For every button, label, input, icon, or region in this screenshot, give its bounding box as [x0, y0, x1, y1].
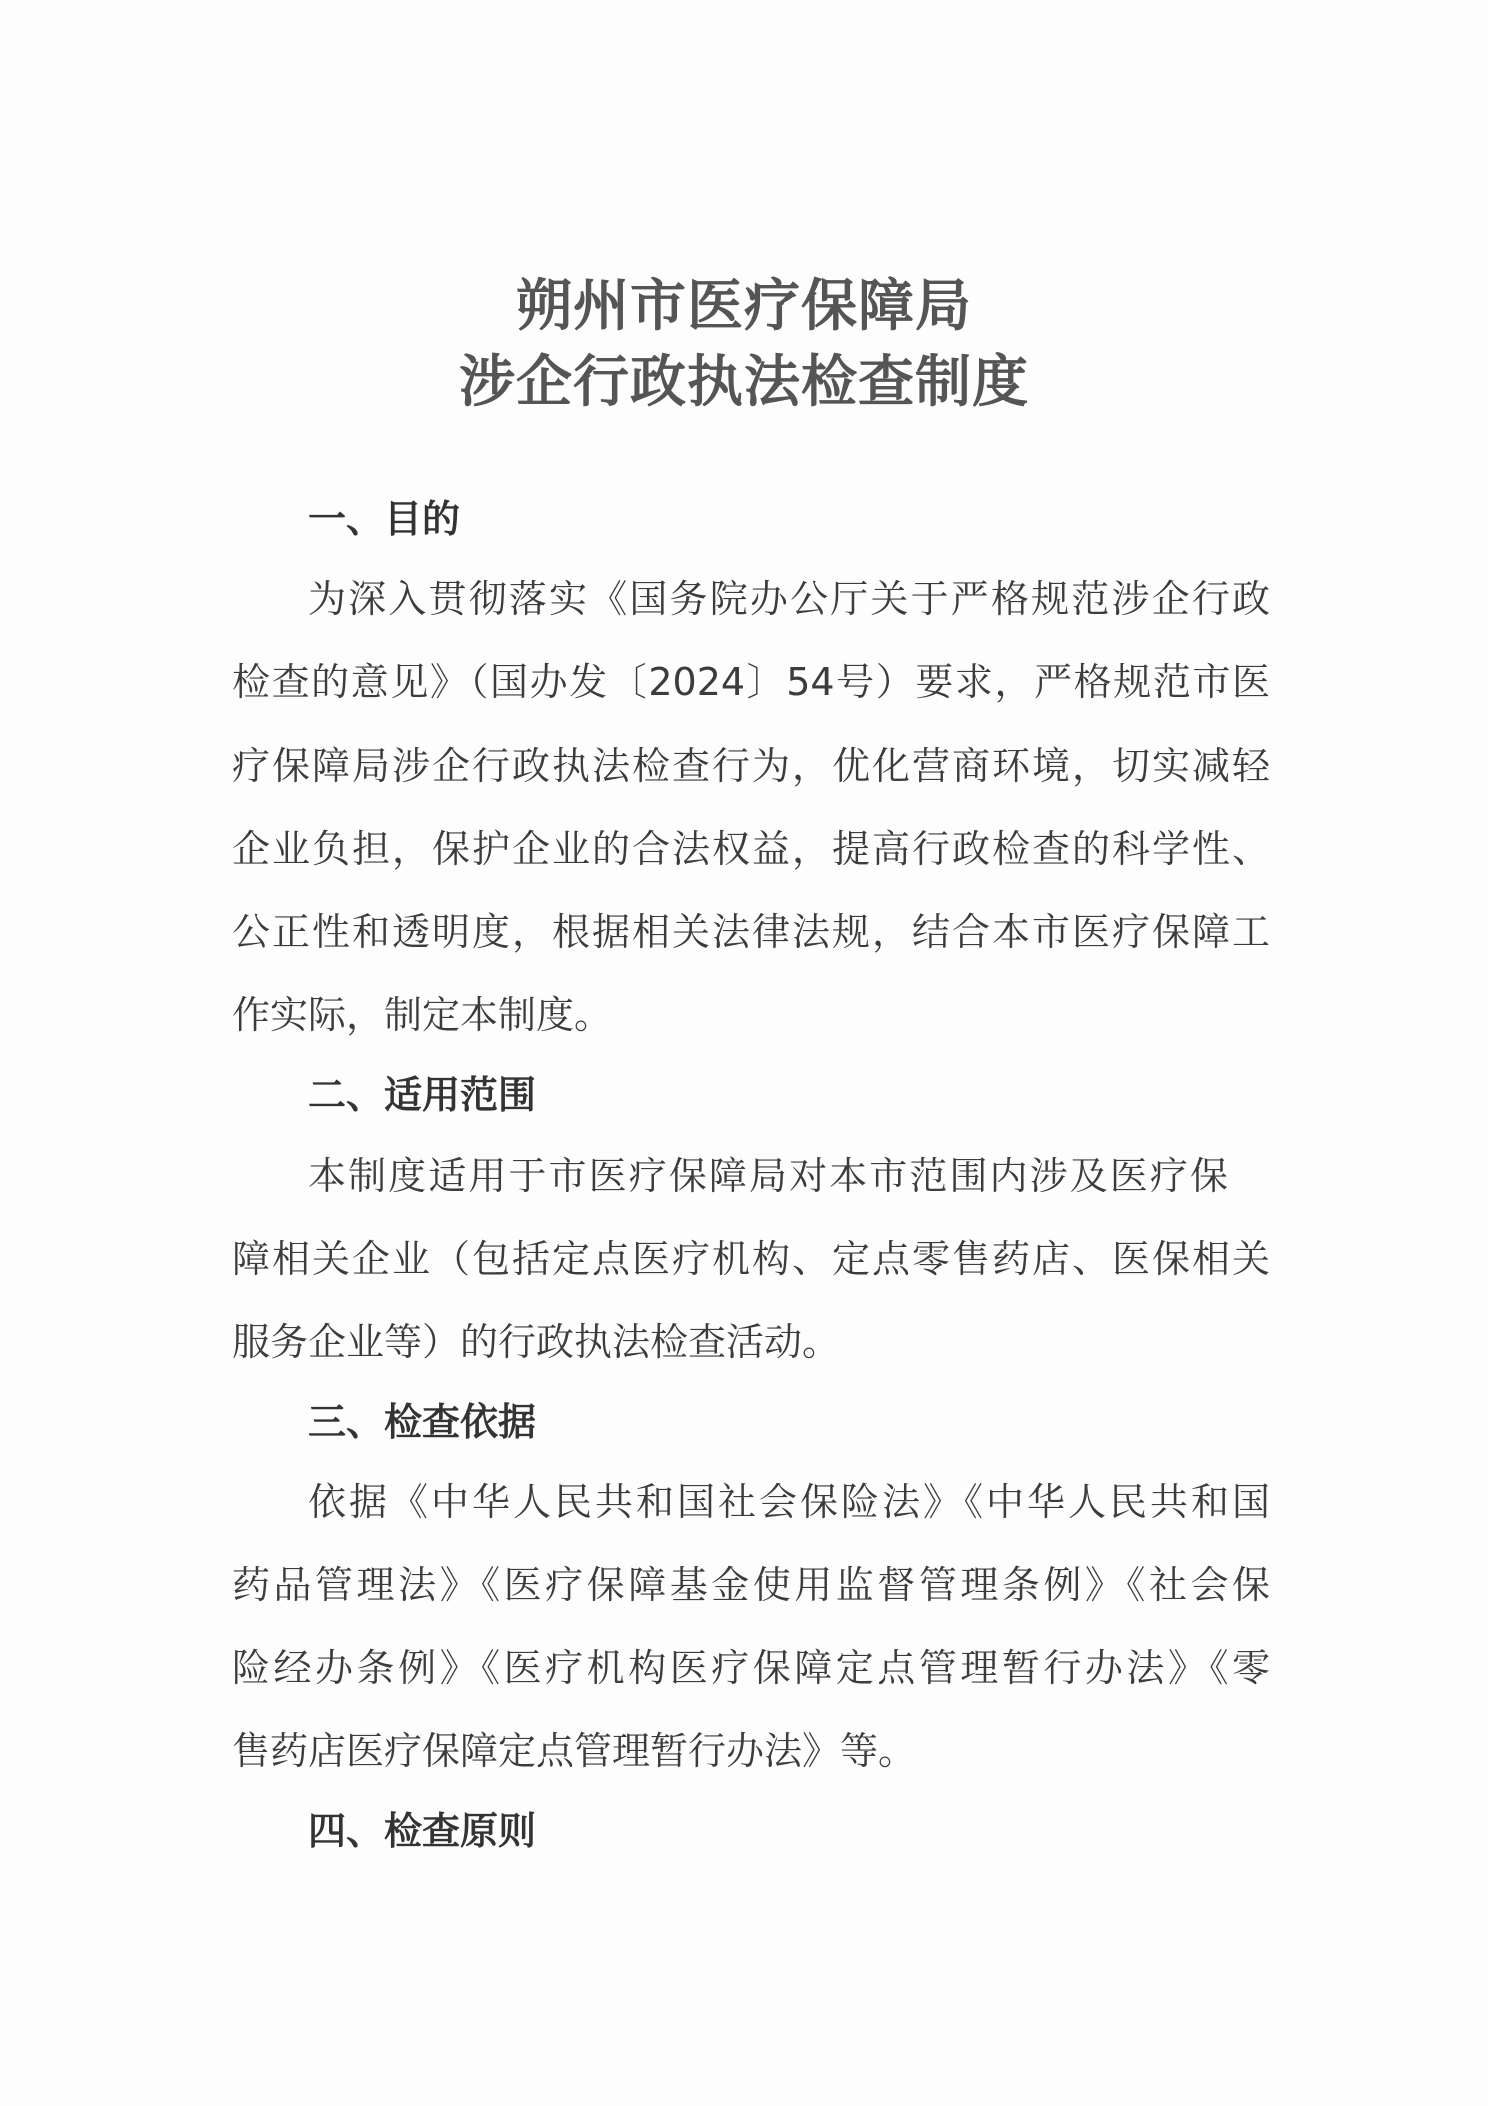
paragraph-line: 检查的意见》（国办发〔2024〕54号）要求，严格规范市医: [232, 660, 1270, 704]
paragraph-line: 为深入贯彻落实《国务院办公厅关于严格规范涉企行政: [308, 577, 1270, 621]
paragraph-line: 作实际，制定本制度。: [232, 993, 613, 1037]
paragraph-line: 本制度适用于市医疗保障局对本市范围内涉及医疗保: [308, 1154, 1228, 1198]
paragraph-line: 障相关企业（包括定点医疗机构、定点零售药店、医保相关: [232, 1237, 1270, 1281]
section-heading-principles: 四、检查原则: [308, 1809, 537, 1853]
paragraph-line: 售药店医疗保障定点管理暂行办法》等。: [232, 1729, 917, 1773]
paragraph-line: 依据《中华人民共和国社会保险法》《中华人民共和国: [308, 1480, 1270, 1524]
section-heading-scope: 二、适用范围: [308, 1073, 537, 1117]
paragraph-line: 险经办条例》《医疗机构医疗保障定点管理暂行办法》《零: [232, 1646, 1270, 1690]
paragraph-line: 服务企业等）的行政执法检查活动。: [232, 1320, 841, 1364]
section-heading-basis: 三、检查依据: [308, 1400, 537, 1444]
document-title-line1: 朔州市医疗保障局: [516, 273, 972, 339]
paragraph-line: 疗保障局涉企行政执法检查行为，优化营商环境，切实减轻: [232, 744, 1270, 788]
paragraph-line: 企业负担，保护企业的合法权益，提高行政检查的科学性、: [232, 827, 1270, 871]
paragraph-line: 公正性和透明度，根据相关法律法规，结合本市医疗保障工: [232, 910, 1270, 954]
document-title-line2: 涉企行政执法检查制度: [459, 349, 1029, 415]
paragraph-line: 药品管理法》《医疗保障基金使用监督管理条例》《社会保: [232, 1563, 1270, 1607]
section-heading-purpose: 一、目的: [308, 497, 461, 541]
